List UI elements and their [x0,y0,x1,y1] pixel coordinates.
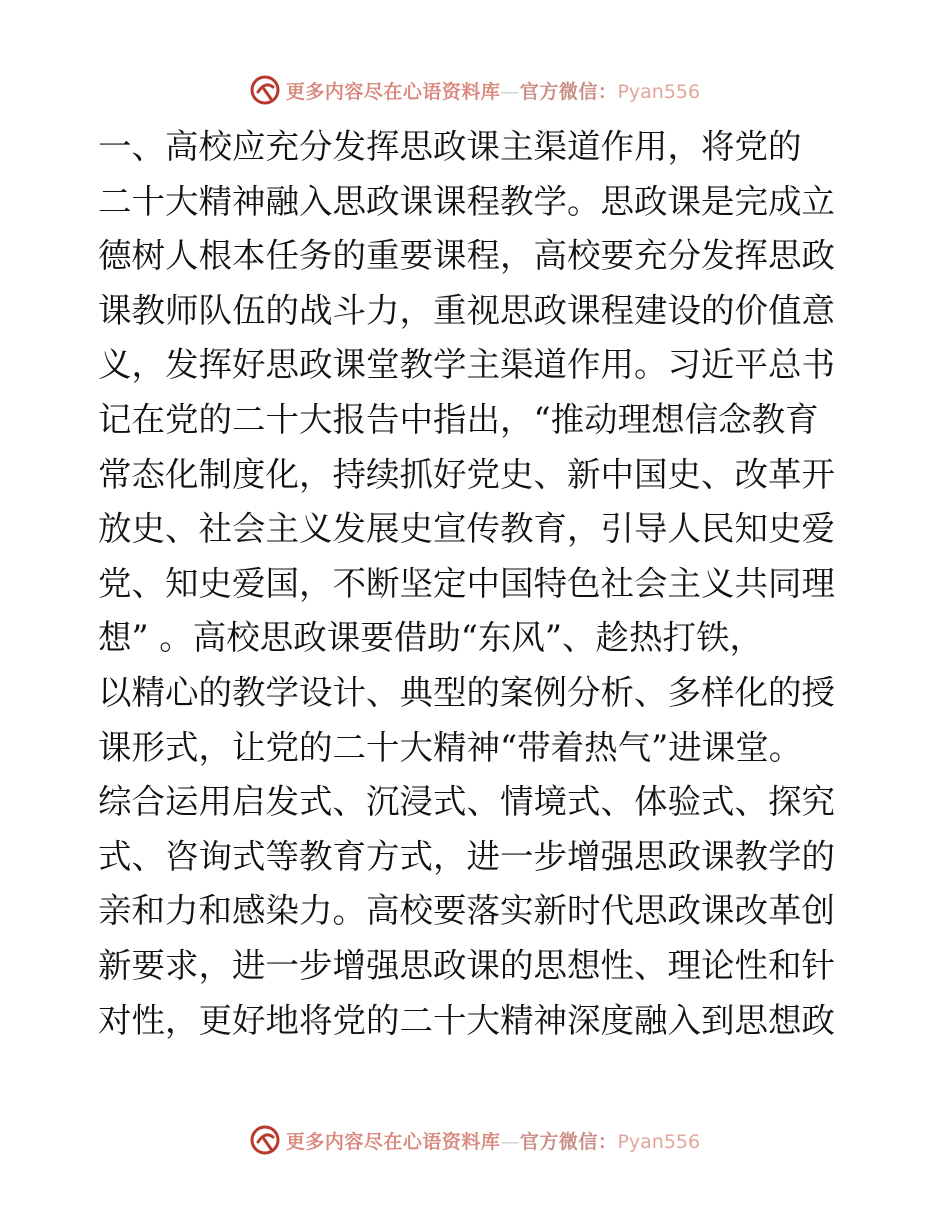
header-watermark [0,70,950,110]
body-line: 课教师队伍的战斗力，重视思政课程建设的价值意 [98,290,835,330]
body-line: 课形式，让党的二十大精神“带着热气”进课堂。 [98,727,803,767]
red-seal-logo-icon [250,1125,280,1155]
body-line: 记在党的二十大报告中指出，“推动理想信念教育 [98,399,819,439]
body-line: 义，发挥好思政课堂教学主渠道作用。习近平总书 [98,345,835,385]
body-line: 党、知史爱国，不断坚定中国特色社会主义共同理 [98,563,835,603]
body-line: 一、高校应充分发挥思政课主渠道作用，将党的 [98,127,802,166]
body-line: 式、咨询式等教育方式，进一步增强思政课教学的 [98,836,835,876]
body-line: 常态化制度化，持续抓好党史、新中国史、改革开 [98,454,835,494]
body-line: 二十大精神融入思政课课程教学。思政课是完成立 [98,181,835,221]
red-seal-logo-icon [250,75,280,105]
document-body [98,120,858,1048]
watermark-text [286,1127,700,1154]
watermark-label: 官方微信： [519,80,618,103]
body-line: 对性，更好地将党的二十大精神深度融入到思想政 [98,1000,835,1040]
watermark-separator: — [500,1130,520,1153]
body-line: 放史、社会主义发展史宣传教育，引导人民知史爱 [98,509,835,549]
body-line: 综合运用启发式、沉浸式、情境式、体验式、探究 [98,782,835,822]
watermark-separator: — [500,80,520,103]
body-line: 亲和力和感染力。高校要落实新时代思政课改革创 [98,891,835,931]
footer-watermark [0,1120,950,1160]
watermark-label: 官方微信： [519,1130,618,1153]
watermark-id: Pyan556 [617,80,701,103]
body-line: 新要求，进一步增强思政课的思想性、理论性和针 [98,945,835,985]
body-line: 想” 。高校思政课要借助“东风”、趁热打铁， [98,618,764,658]
watermark-id: Pyan556 [617,1130,701,1153]
watermark-main: 更多内容尽在心语资料库 [285,1130,501,1153]
body-line: 德树人根本任务的重要课程，高校要充分发挥思政 [98,236,835,276]
body-line: 以精心的教学设计、典型的案例分析、多样化的授 [98,672,835,712]
watermark-text [286,77,700,104]
watermark-main: 更多内容尽在心语资料库 [285,80,501,103]
